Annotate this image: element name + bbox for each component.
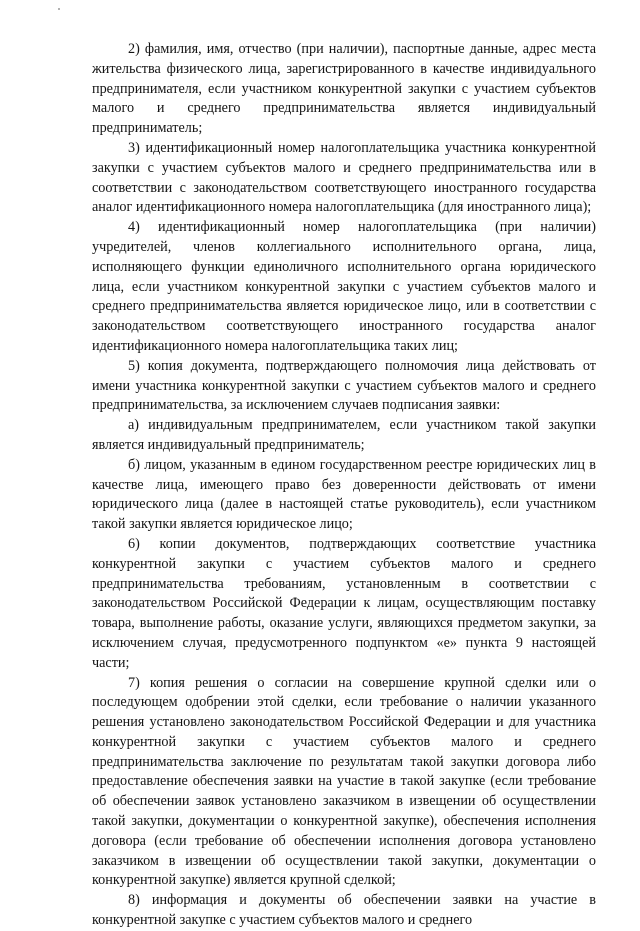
paragraph-item-2: 2) фамилия, имя, отчество (при наличии), паспортные данные, адрес места жительства физического лица, зарегистрированного в качестве индивидуального предпринимателя, если участником конкурентной закупки с участием субъектов малого и среднего предпринимательства является индивидуальный предприниматель; bbox=[92, 41, 596, 137]
paragraph-item-3: 3) идентификационный номер налогоплательщика участника конкурентной закупки с участием субъектов малого и среднего предпринимательства или в соответствии с законодательством соответствующего иностранного государства аналог идентификационного номера налогоплательщика (для иностранного лица); bbox=[92, 139, 596, 216]
document-body bbox=[92, 40, 596, 931]
paragraph-item-4: 4) идентификационный номер налогоплательщика (при наличии) учредителей, членов коллегиального исполнительного органа, лица, исполняющего функции единоличного исполнительного органа юридического лица, если участником конкурентной закупки с участием субъектов малого и среднего предпринимательства является юридическое лицо, или в соответствии с законодательством соответствующего иностранного государства аналог идентификационного номера налогоплательщика таких лиц; bbox=[92, 219, 596, 354]
paragraph-item-8: 8) информация и документы об обеспечении заявки на участие в конкурентной закупке с участием субъектов малого и среднего bbox=[92, 892, 596, 929]
paragraph-item-7: 7) копия решения о согласии на совершение крупной сделки или о последующем одобрении этой сделки, если требование о наличии указанного решения установлено законодательством Российской Федерации и для участника конкурентной закупки с участием субъектов малого и среднего предпринимательства заключение по результатам такой закупки договора либо предоставление обеспечения заявки на участие в такой закупке (если требование об обеспечении заявок установлено заказчиком в извещении об осуществлении такой закупки, документации о конкурентной закупке), обеспечения исполнения договора (если требование об обеспечении исполнения договора установлено заказчиком в извещении об осуществлении такой закупки, документации о конкурентной закупке) является крупной сделкой; bbox=[92, 674, 596, 889]
paragraph-subitem-b: б) лицом, указанным в едином государственном реестре юридических лиц в качестве лица, имеющего право без доверенности действовать от имени юридического лица (далее в настоящей статье руководитель), если участником такой закупки является юридическое лицо; bbox=[92, 456, 596, 533]
paragraph-item-5: 5) копия документа, подтверждающего полномочия лица действовать от имени участника конкурентной закупки с участием субъектов малого и среднего предпринимательства, за исключением случаев подписания заявки: bbox=[92, 357, 596, 414]
scan-speck bbox=[58, 8, 60, 10]
paragraph-item-6: 6) копии документов, подтверждающих соответствие участника конкурентной закупки с участием субъектов малого и среднего предпринимательства требованиям, установленным в соответствии с законодательством Российской Федерации к лицам, осуществляющим поставку товара, выполнение работы, оказание услуги, являющихся предметом закупки, за исключением случая, предусмотренного подпунктом «е» пункта 9 настоящей части; bbox=[92, 535, 596, 671]
paragraph-subitem-a: а) индивидуальным предпринимателем, если участником такой закупки является индивидуальный предприниматель; bbox=[92, 417, 596, 453]
